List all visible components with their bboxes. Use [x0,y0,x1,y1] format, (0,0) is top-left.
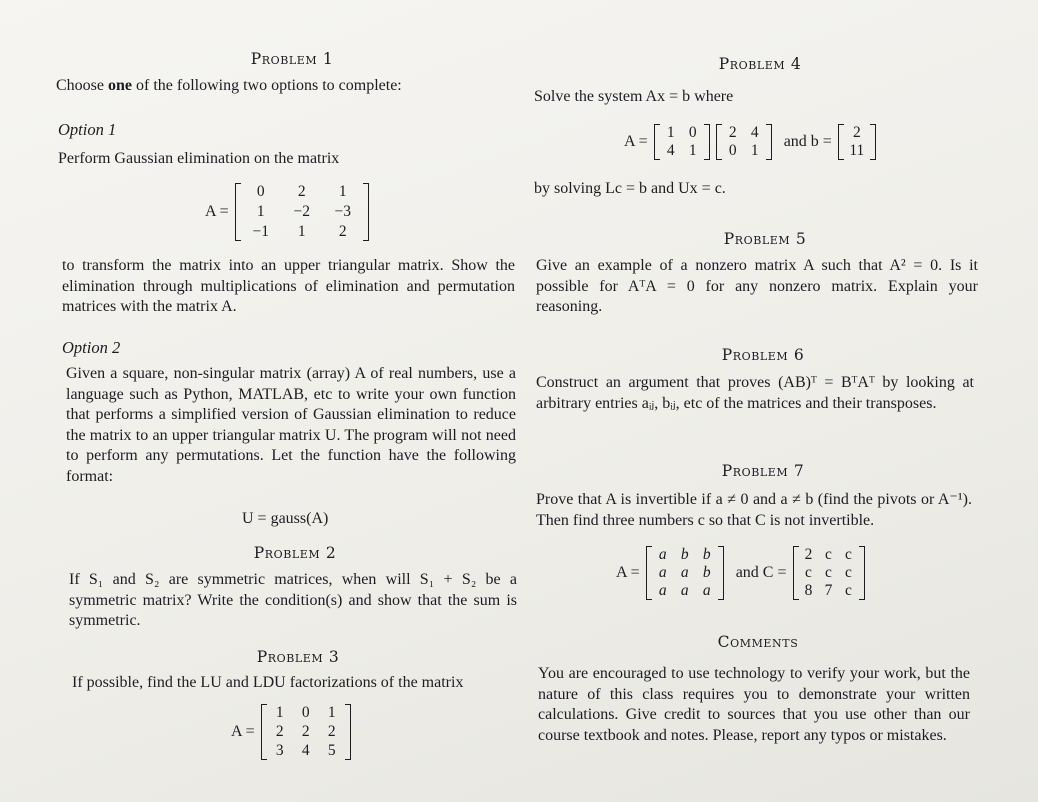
matrix-entry: 4 [301,742,310,759]
matrix-entry: 2 [301,723,310,740]
matrix-l [654,124,710,160]
problem5-heading: Problem 5 [723,230,807,248]
function-format: U = gauss(A) [242,510,329,527]
problem4-followup: by solving Lc = b and Ux = c. [534,180,726,197]
problem6-heading: Problem 6 [721,346,805,364]
matrix-entry: a [658,564,667,581]
problem4-equation [624,124,876,160]
problem3-heading: Problem 3 [256,648,340,666]
matrix-a [646,546,724,600]
problem1-equation [205,183,369,241]
problem1-intro: Choose one of the following two options to complete: [56,77,402,94]
matrix-entry: c [825,564,832,581]
problem7-text: Prove that A is invertible if a ≠ 0 and a ≠ b (find the pivots or A⁻¹). Then find three numbers c so that C is not invertible. [536,491,972,529]
matrix-entry: b [702,546,711,563]
matrix-entry: 3 [275,742,284,759]
matrix-a [261,704,351,760]
matrix-u [716,124,772,160]
matrix-entry: c [845,582,852,599]
problem4-heading: Problem 4 [718,55,802,73]
matrix-entry: 1 [275,704,284,721]
matrix-entry: 1 [327,704,336,721]
problem3-text: If possible, find the LU and LDU factorizations of the matrix [72,674,464,691]
matrix-entry: c [845,546,852,563]
a-label: A = [624,133,648,150]
matrix-entry: c [805,564,812,581]
matrix-entry: 2 [852,124,861,141]
matrix-entry: 1 [338,183,347,200]
matrix-label: A = [231,723,255,740]
option2-title: Option 2 [62,338,121,357]
matrix-entry: 1 [688,142,697,159]
problem7-heading: Problem 7 [721,462,805,480]
problem5-text: Give an example of a nonzero matrix A such that A² = 0. Is it possible for AᵀA = 0 for any nonzero matrix. Explain your reasoning. [536,257,978,315]
matrix-entry: 0 [728,142,737,159]
matrix-entry: c [825,546,832,563]
problem1-heading: Problem 1 [250,50,334,68]
matrix-entry: 2 [275,723,284,740]
option1-text: Perform Gaussian elimination on the matrix [58,150,340,167]
matrix-entry: 1 [666,124,675,141]
and-c-label: and C = [735,564,787,581]
option1-followup: to transform the matrix into an upper triangular matrix. Show the elimination through multiplications of elimination and permutation matrices with the matrix A. [62,257,515,315]
problem2-heading: Problem 2 [253,544,337,562]
intro-bold-word: one [108,77,132,94]
matrix-entry: c [845,564,852,581]
option1-title: Option 1 [58,120,117,139]
problem7-equation [616,546,865,600]
matrix-entry: 4 [750,124,759,141]
matrix-entry: 8 [804,582,813,599]
matrix-entry: a [658,582,667,599]
matrix-entry: 7 [824,582,833,599]
matrix-entry: 4 [666,142,675,159]
and-b-label: and b = [783,133,832,150]
problem6-text: Construct an argument that proves (AB)ᵀ = BᵀAᵀ by looking at arbitrary entries aᵢⱼ, bᵢⱼ, etc of the matrices and their transposes. [536,374,974,412]
matrix-entry: 11 [849,142,865,159]
matrix-entry: 1 [297,223,306,240]
matrix-entry: 0 [256,183,265,200]
matrix-entry: −2 [293,203,310,220]
matrix-entry: a [680,582,689,599]
comments-text: You are encouraged to use technology to verify your work, but the nature of this class requires you to demonstrate your written calculations. Give credit to sources that you use other than our course textbook and notes. Please, report any typos or mistakes. [538,665,970,744]
matrix-entry: −3 [334,203,351,220]
problem2-text: If S₁ and S₂ are symmetric matrices, when will S₁ + S₂ be a symmetric matrix? Write the condition(s) and show that the sum is symmetric. [69,571,517,629]
matrix-entry: a [702,582,711,599]
matrix-entry: 2 [338,223,347,240]
matrix-entry: 1 [750,142,759,159]
matrix-entry: 2 [297,183,306,200]
problem3-equation [231,704,351,760]
matrix-entry: a [658,546,667,563]
matrix-c [793,546,865,600]
matrix-label: A = [205,203,229,220]
matrix-entry: b [680,546,689,563]
matrix-entry: 0 [301,704,310,721]
matrix-a [235,183,369,241]
matrix-entry: −1 [252,223,269,240]
option2-text: Given a square, non-singular matrix (array) A of real numbers, use a language such as Python, MATLAB, etc to write your own function that performs a simplified version of Gaussian elimination to reduce the matrix to an upper triangular matrix U. The program will not need to perform any permutations. Let the function have the following format: [66,365,516,485]
matrix-entry: 2 [728,124,737,141]
matrix-entry: 5 [327,742,336,759]
comments-heading: Comments [717,633,799,651]
matrix-entry: b [702,564,711,581]
matrix-entry: 2 [327,723,336,740]
matrix-entry: 1 [256,203,265,220]
vector-b [838,124,876,160]
matrix-entry: 0 [688,124,697,141]
problem4-text: Solve the system Ax = b where [534,88,734,105]
matrix-entry: 2 [804,546,813,563]
a-label: A = [616,564,640,581]
matrix-entry: a [680,564,689,581]
